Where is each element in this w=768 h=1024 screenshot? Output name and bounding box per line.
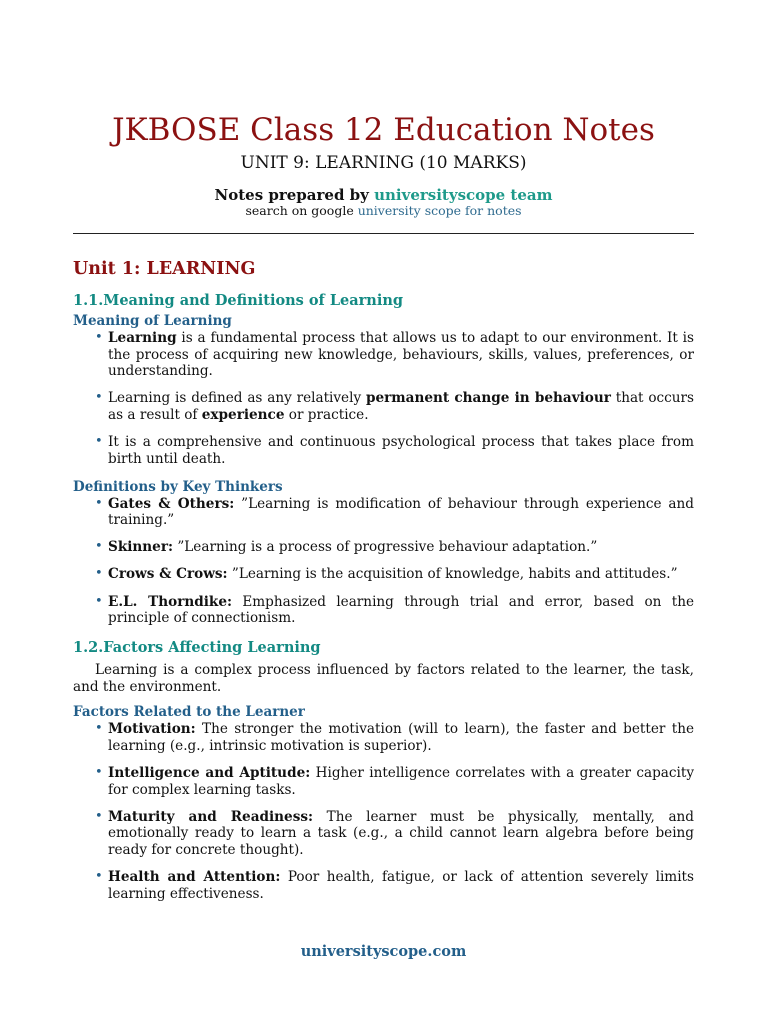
subheading-learner-factors: Factors Related to the Learner: [73, 704, 305, 721]
team-name: universityscope team: [374, 186, 553, 204]
bold-term: Health and Attention:: [108, 869, 281, 886]
item-text: The stronger the motivation (will to learn), the faster and better the learning (e.g., intrinsic motivation is superior).: [108, 721, 694, 754]
item-text: ”Learning is modification of behaviour through experience and training.”: [108, 495, 694, 529]
list-item: [108, 869, 694, 902]
item-text: Poor health, fatigue, or lack of attention severely limits learning effectiveness.: [108, 869, 694, 902]
subheading-meaning: Meaning of Learning: [73, 313, 232, 329]
item-text: Emphasized learning through trial and error, based on the principle of connectionism.: [108, 593, 695, 627]
bold-term: Motivation:: [108, 721, 196, 738]
bold-term: Learning: [108, 330, 177, 346]
search-hint-prefix: search on google: [245, 203, 358, 218]
item-text: ”Learning is the acquisition of knowledge, habits and attitudes.”: [227, 566, 678, 583]
list-item: [108, 721, 694, 754]
item-text: Learning is defined as any relatively: [108, 390, 366, 407]
bold-term: Maturity and Readiness:: [108, 808, 314, 825]
item-text: that occurs as a result of: [108, 390, 694, 423]
item-text: Higher intelligence correlates with a greater capacity for complex learning tasks.: [108, 765, 694, 798]
list-item: [108, 594, 694, 627]
search-hint: [73, 203, 694, 219]
subheading-definitions: Definitions by Key Thinkers: [73, 478, 283, 495]
item-text: The learner must be physically, mentally, and emotionally ready to learn a task (e.g., a child cannot learn algebra before being ready for concrete thought).: [108, 808, 695, 858]
bold-term: experience: [201, 406, 285, 423]
unit-heading: Unit 1: LEARNING: [73, 259, 256, 279]
bold-term: permanent change in behaviour: [365, 390, 611, 407]
factors-intro: Learning is a complex process influenced by factors related to the learner, the task, and the environment.: [73, 662, 694, 695]
footer-site-link[interactable]: universityscope.com: [300, 943, 467, 960]
bold-term: Gates & Others:: [108, 495, 235, 512]
list-item: [108, 496, 694, 529]
content-body: [73, 256, 694, 913]
list-item: [108, 330, 694, 380]
bold-term: E.L. Thorndike:: [108, 593, 233, 610]
section-heading-meaning-definitions: 1.1.Meaning and Definitions of Learning: [73, 292, 404, 309]
meaning-list: [73, 330, 694, 467]
bold-term: Intelligence and Aptitude:: [108, 765, 311, 782]
definitions-list: [73, 496, 694, 627]
learner-factors-list: [73, 721, 694, 902]
list-item: [108, 809, 694, 859]
list-item: [108, 434, 694, 467]
list-item: [108, 390, 694, 423]
search-hint-link[interactable]: university scope for notes: [357, 203, 522, 218]
bold-term: Skinner:: [108, 539, 173, 556]
list-item: [108, 566, 694, 583]
prepared-by-label: Notes prepared by: [214, 186, 375, 204]
list-item: [108, 765, 694, 798]
bold-term: Crows & Crows:: [108, 566, 228, 583]
item-text: or practice.: [284, 406, 369, 423]
item-text: is a fundamental process that allows us to adapt to our environment. It is the process of acquiring new knowledge, behaviours, skills, values, preferences, or understanding.: [108, 330, 694, 380]
document-page: [73, 0, 694, 1024]
prepared-by-line: [73, 185, 694, 205]
item-text: It is a comprehensive and continuous psychological process that takes place from birth until death.: [108, 433, 694, 467]
list-item: [108, 539, 694, 556]
document-title: JKBOSE Class 12 Education Notes: [112, 112, 655, 148]
unit-subtitle: UNIT 9: LEARNING (10 MARKS): [240, 153, 527, 173]
item-text: ”Learning is a process of progressive behaviour adaptation.”: [173, 539, 598, 556]
section-heading-factors: 1.2.Factors Affecting Learning: [73, 639, 321, 657]
header-divider: [73, 233, 694, 234]
